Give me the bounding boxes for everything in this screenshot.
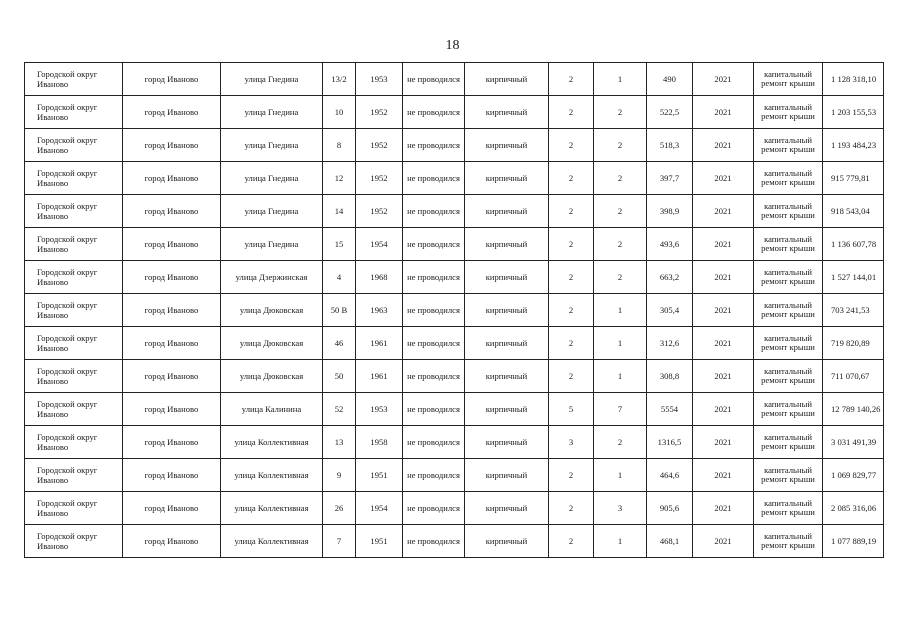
floors-cell: 2 <box>549 459 594 492</box>
municipality-cell: Городской округ Иваново <box>25 195 123 228</box>
year-built-cell: 1958 <box>356 426 403 459</box>
last-repair-cell: не проводился <box>403 63 465 96</box>
table-row <box>25 261 884 294</box>
work-type-cell: капитальный ремонт крыши <box>754 195 823 228</box>
wall-material-cell: кирпичный <box>465 195 549 228</box>
work-type-cell: капитальный ремонт крыши <box>754 228 823 261</box>
area-cell: 663,2 <box>647 261 693 294</box>
street-cell: улица Гнедина <box>221 63 323 96</box>
table-row <box>25 129 884 162</box>
house-number-cell: 26 <box>323 492 356 525</box>
house-number-cell: 52 <box>323 393 356 426</box>
area-cell: 905,6 <box>647 492 693 525</box>
plan-year-cell: 2021 <box>693 261 754 294</box>
last-repair-cell: не проводился <box>403 393 465 426</box>
last-repair-cell: не проводился <box>403 162 465 195</box>
street-cell: улица Коллективная <box>221 525 323 558</box>
cost-cell: 1 077 889,19 <box>823 525 884 558</box>
work-type-cell: капитальный ремонт крыши <box>754 129 823 162</box>
work-type-cell: капитальный ремонт крыши <box>754 525 823 558</box>
street-cell: улица Коллективная <box>221 426 323 459</box>
floors-cell: 5 <box>549 393 594 426</box>
year-built-cell: 1951 <box>356 459 403 492</box>
wall-material-cell: кирпичный <box>465 426 549 459</box>
floors-cell: 2 <box>549 195 594 228</box>
wall-material-cell: кирпичный <box>465 96 549 129</box>
area-cell: 5554 <box>647 393 693 426</box>
cost-cell: 1 203 155,53 <box>823 96 884 129</box>
repair-registry-table <box>24 62 884 558</box>
locality-cell: город Иваново <box>123 228 221 261</box>
entrances-cell: 2 <box>594 228 647 261</box>
area-cell: 518,3 <box>647 129 693 162</box>
locality-cell: город Иваново <box>123 459 221 492</box>
table-row <box>25 294 884 327</box>
plan-year-cell: 2021 <box>693 96 754 129</box>
table-row <box>25 426 884 459</box>
year-built-cell: 1961 <box>356 327 403 360</box>
area-cell: 308,8 <box>647 360 693 393</box>
floors-cell: 2 <box>549 492 594 525</box>
wall-material-cell: кирпичный <box>465 393 549 426</box>
area-cell: 1316,5 <box>647 426 693 459</box>
table-row <box>25 492 884 525</box>
locality-cell: город Иваново <box>123 426 221 459</box>
municipality-cell: Городской округ Иваново <box>25 294 123 327</box>
entrances-cell: 1 <box>594 360 647 393</box>
table-row <box>25 162 884 195</box>
plan-year-cell: 2021 <box>693 327 754 360</box>
year-built-cell: 1954 <box>356 492 403 525</box>
locality-cell: город Иваново <box>123 195 221 228</box>
street-cell: улица Дюковская <box>221 327 323 360</box>
year-built-cell: 1951 <box>356 525 403 558</box>
locality-cell: город Иваново <box>123 63 221 96</box>
year-built-cell: 1953 <box>356 63 403 96</box>
municipality-cell: Городской округ Иваново <box>25 360 123 393</box>
table-row <box>25 360 884 393</box>
cost-cell: 703 241,53 <box>823 294 884 327</box>
house-number-cell: 10 <box>323 96 356 129</box>
plan-year-cell: 2021 <box>693 129 754 162</box>
plan-year-cell: 2021 <box>693 195 754 228</box>
municipality-cell: Городской округ Иваново <box>25 261 123 294</box>
last-repair-cell: не проводился <box>403 261 465 294</box>
last-repair-cell: не проводился <box>403 327 465 360</box>
floors-cell: 2 <box>549 261 594 294</box>
area-cell: 464,6 <box>647 459 693 492</box>
year-built-cell: 1952 <box>356 129 403 162</box>
work-type-cell: капитальный ремонт крыши <box>754 360 823 393</box>
entrances-cell: 2 <box>594 426 647 459</box>
area-cell: 398,9 <box>647 195 693 228</box>
last-repair-cell: не проводился <box>403 129 465 162</box>
locality-cell: город Иваново <box>123 129 221 162</box>
entrances-cell: 1 <box>594 63 647 96</box>
area-cell: 397,7 <box>647 162 693 195</box>
locality-cell: город Иваново <box>123 525 221 558</box>
house-number-cell: 46 <box>323 327 356 360</box>
entrances-cell: 2 <box>594 195 647 228</box>
entrances-cell: 1 <box>594 525 647 558</box>
street-cell: улица Гнедина <box>221 195 323 228</box>
table-row <box>25 195 884 228</box>
work-type-cell: капитальный ремонт крыши <box>754 426 823 459</box>
house-number-cell: 15 <box>323 228 356 261</box>
street-cell: улица Коллективная <box>221 459 323 492</box>
floors-cell: 2 <box>549 96 594 129</box>
work-type-cell: капитальный ремонт крыши <box>754 492 823 525</box>
area-cell: 493,6 <box>647 228 693 261</box>
cost-cell: 711 070,67 <box>823 360 884 393</box>
municipality-cell: Городской округ Иваново <box>25 228 123 261</box>
entrances-cell: 2 <box>594 96 647 129</box>
entrances-cell: 1 <box>594 294 647 327</box>
table-row <box>25 228 884 261</box>
plan-year-cell: 2021 <box>693 360 754 393</box>
locality-cell: город Иваново <box>123 96 221 129</box>
municipality-cell: Городской округ Иваново <box>25 63 123 96</box>
floors-cell: 2 <box>549 360 594 393</box>
work-type-cell: капитальный ремонт крыши <box>754 63 823 96</box>
plan-year-cell: 2021 <box>693 393 754 426</box>
last-repair-cell: не проводился <box>403 459 465 492</box>
wall-material-cell: кирпичный <box>465 228 549 261</box>
wall-material-cell: кирпичный <box>465 360 549 393</box>
area-cell: 522,5 <box>647 96 693 129</box>
wall-material-cell: кирпичный <box>465 129 549 162</box>
wall-material-cell: кирпичный <box>465 294 549 327</box>
last-repair-cell: не проводился <box>403 228 465 261</box>
house-number-cell: 4 <box>323 261 356 294</box>
locality-cell: город Иваново <box>123 261 221 294</box>
work-type-cell: капитальный ремонт крыши <box>754 327 823 360</box>
plan-year-cell: 2021 <box>693 492 754 525</box>
cost-cell: 3 031 491,39 <box>823 426 884 459</box>
plan-year-cell: 2021 <box>693 228 754 261</box>
cost-cell: 915 779,81 <box>823 162 884 195</box>
house-number-cell: 13/2 <box>323 63 356 96</box>
wall-material-cell: кирпичный <box>465 492 549 525</box>
area-cell: 312,6 <box>647 327 693 360</box>
wall-material-cell: кирпичный <box>465 261 549 294</box>
wall-material-cell: кирпичный <box>465 525 549 558</box>
last-repair-cell: не проводился <box>403 426 465 459</box>
last-repair-cell: не проводился <box>403 492 465 525</box>
street-cell: улица Дюковская <box>221 360 323 393</box>
street-cell: улица Калинина <box>221 393 323 426</box>
street-cell: улица Дзержинская <box>221 261 323 294</box>
work-type-cell: капитальный ремонт крыши <box>754 261 823 294</box>
last-repair-cell: не проводился <box>403 294 465 327</box>
street-cell: улица Коллективная <box>221 492 323 525</box>
municipality-cell: Городской округ Иваново <box>25 492 123 525</box>
house-number-cell: 12 <box>323 162 356 195</box>
wall-material-cell: кирпичный <box>465 162 549 195</box>
municipality-cell: Городской округ Иваново <box>25 96 123 129</box>
street-cell: улица Дюковская <box>221 294 323 327</box>
cost-cell: 1 136 607,78 <box>823 228 884 261</box>
table-row <box>25 459 884 492</box>
plan-year-cell: 2021 <box>693 294 754 327</box>
house-number-cell: 8 <box>323 129 356 162</box>
locality-cell: город Иваново <box>123 360 221 393</box>
cost-cell: 1 193 484,23 <box>823 129 884 162</box>
cost-cell: 918 543,04 <box>823 195 884 228</box>
year-built-cell: 1968 <box>356 261 403 294</box>
street-cell: улица Гнедина <box>221 228 323 261</box>
plan-year-cell: 2021 <box>693 162 754 195</box>
entrances-cell: 1 <box>594 459 647 492</box>
street-cell: улица Гнедина <box>221 162 323 195</box>
municipality-cell: Городской округ Иваново <box>25 525 123 558</box>
plan-year-cell: 2021 <box>693 426 754 459</box>
municipality-cell: Городской округ Иваново <box>25 327 123 360</box>
year-built-cell: 1963 <box>356 294 403 327</box>
floors-cell: 2 <box>549 162 594 195</box>
cost-cell: 1 069 829,77 <box>823 459 884 492</box>
year-built-cell: 1954 <box>356 228 403 261</box>
year-built-cell: 1961 <box>356 360 403 393</box>
cost-cell: 1 128 318,10 <box>823 63 884 96</box>
floors-cell: 2 <box>549 228 594 261</box>
locality-cell: город Иваново <box>123 492 221 525</box>
entrances-cell: 2 <box>594 261 647 294</box>
area-cell: 305,4 <box>647 294 693 327</box>
last-repair-cell: не проводился <box>403 96 465 129</box>
work-type-cell: капитальный ремонт крыши <box>754 393 823 426</box>
cost-cell: 2 085 316,06 <box>823 492 884 525</box>
wall-material-cell: кирпичный <box>465 327 549 360</box>
entrances-cell: 3 <box>594 492 647 525</box>
last-repair-cell: не проводился <box>403 195 465 228</box>
table-row <box>25 63 884 96</box>
entrances-cell: 2 <box>594 129 647 162</box>
municipality-cell: Городской округ Иваново <box>25 459 123 492</box>
cost-cell: 1 527 144,01 <box>823 261 884 294</box>
municipality-cell: Городской округ Иваново <box>25 129 123 162</box>
table-row <box>25 327 884 360</box>
cost-cell: 719 820,89 <box>823 327 884 360</box>
locality-cell: город Иваново <box>123 294 221 327</box>
cost-cell: 12 789 140,26 <box>823 393 884 426</box>
floors-cell: 2 <box>549 525 594 558</box>
year-built-cell: 1952 <box>356 96 403 129</box>
floors-cell: 2 <box>549 63 594 96</box>
floors-cell: 2 <box>549 129 594 162</box>
table-row <box>25 525 884 558</box>
street-cell: улица Гнедина <box>221 96 323 129</box>
table-row <box>25 393 884 426</box>
page-number: 18 <box>445 38 460 53</box>
house-number-cell: 50 <box>323 360 356 393</box>
wall-material-cell: кирпичный <box>465 63 549 96</box>
wall-material-cell: кирпичный <box>465 459 549 492</box>
area-cell: 468,1 <box>647 525 693 558</box>
work-type-cell: капитальный ремонт крыши <box>754 294 823 327</box>
house-number-cell: 13 <box>323 426 356 459</box>
entrances-cell: 7 <box>594 393 647 426</box>
plan-year-cell: 2021 <box>693 525 754 558</box>
year-built-cell: 1952 <box>356 195 403 228</box>
table-row <box>25 96 884 129</box>
last-repair-cell: не проводился <box>403 360 465 393</box>
municipality-cell: Городской округ Иваново <box>25 393 123 426</box>
plan-year-cell: 2021 <box>693 63 754 96</box>
floors-cell: 2 <box>549 294 594 327</box>
table-body <box>25 63 884 558</box>
work-type-cell: капитальный ремонт крыши <box>754 459 823 492</box>
year-built-cell: 1952 <box>356 162 403 195</box>
house-number-cell: 7 <box>323 525 356 558</box>
house-number-cell: 50 В <box>323 294 356 327</box>
locality-cell: город Иваново <box>123 162 221 195</box>
municipality-cell: Городской округ Иваново <box>25 426 123 459</box>
year-built-cell: 1953 <box>356 393 403 426</box>
work-type-cell: капитальный ремонт крыши <box>754 162 823 195</box>
floors-cell: 3 <box>549 426 594 459</box>
municipality-cell: Городской округ Иваново <box>25 162 123 195</box>
entrances-cell: 2 <box>594 162 647 195</box>
area-cell: 490 <box>647 63 693 96</box>
street-cell: улица Гнедина <box>221 129 323 162</box>
house-number-cell: 14 <box>323 195 356 228</box>
last-repair-cell: не проводился <box>403 525 465 558</box>
locality-cell: город Иваново <box>123 393 221 426</box>
work-type-cell: капитальный ремонт крыши <box>754 96 823 129</box>
house-number-cell: 9 <box>323 459 356 492</box>
floors-cell: 2 <box>549 327 594 360</box>
locality-cell: город Иваново <box>123 327 221 360</box>
plan-year-cell: 2021 <box>693 459 754 492</box>
entrances-cell: 1 <box>594 327 647 360</box>
